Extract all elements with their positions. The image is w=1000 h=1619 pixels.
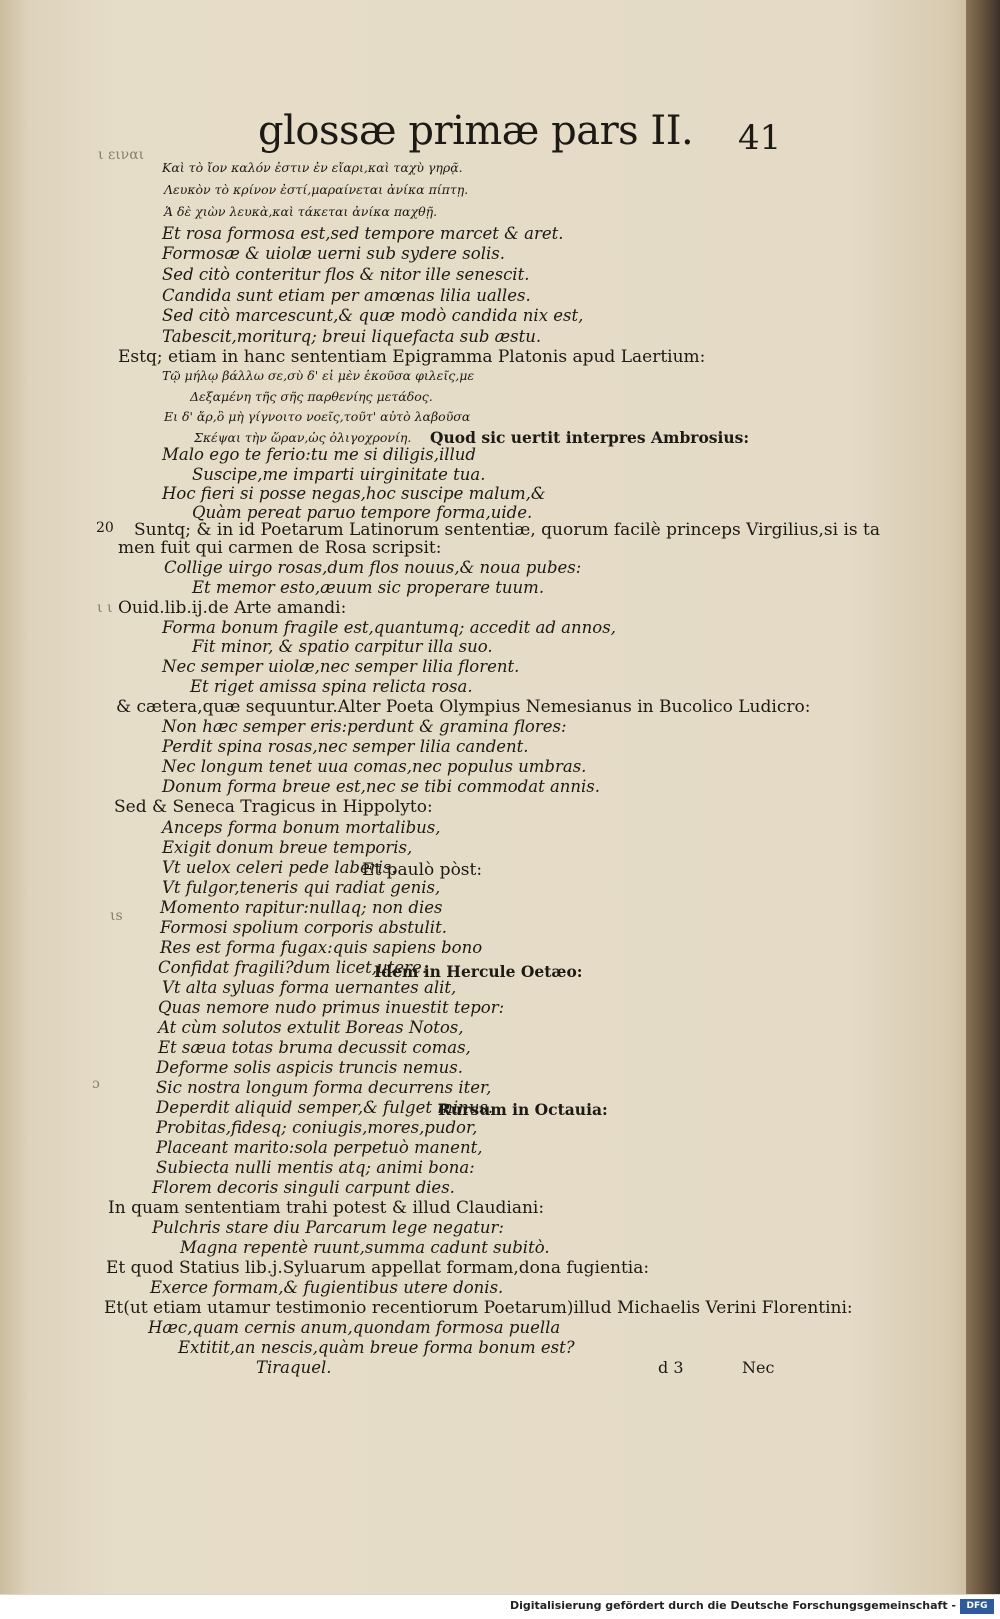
bleed-through-text: ɔ (92, 1076, 100, 1092)
verse-line: Et sæua totas bruma decussit comas, (158, 1038, 471, 1057)
greek-verse-line: Δεξαμένη τῆς σῆς παρθενίης μετάδος. (190, 389, 433, 404)
prose-line: Idem in Hercule Oetæo: (374, 962, 583, 981)
verse-line: Et riget amissa spina relicta rosa. (190, 677, 473, 696)
prose-line: Quod sic uertit interpres Ambrosius: (430, 428, 750, 447)
verse-line: Collige uirgo rosas,dum flos nouus,& noua pubes: (164, 558, 582, 577)
prose-line: Estq; etiam in hanc sententiam Epigramma Platonis apud Laertium: (118, 347, 706, 367)
greek-verse-line: Λευκὸν τὸ κρίνον ἐστί,μαραίνεται ἀνίκα πίπτῃ. (164, 182, 469, 197)
verse-line: Formosæ & uiolæ uerni sub sydere solis. (162, 244, 505, 263)
verse-line: Deforme solis aspicis truncis nemus. (156, 1058, 463, 1077)
verse-line: Probitas,fidesq; coniugis,mores,pudor, (156, 1118, 478, 1137)
verse-line: Hoc fieri si posse negas,hoc suscipe malum,& (162, 484, 546, 503)
verse-line: Pulchris stare diu Parcarum lege negatur: (152, 1218, 504, 1237)
verse-line: Tiraquel. (256, 1358, 332, 1377)
prose-line: Ouid.lib.ij.de Arte amandi: (118, 598, 347, 618)
verse-line: Non hæc semper eris:perdunt & gramina flores: (162, 717, 567, 736)
prose-line: Et quod Statius lib.j.Syluarum appellat formam,dona fugientia: (106, 1258, 650, 1278)
folio-number: 41 (738, 118, 782, 158)
verse-line: Momento rapitur:nullaq; non dies (160, 898, 443, 917)
verse-line: Perdit spina rosas,nec semper lilia candent. (162, 737, 529, 756)
verse-line: Forma bonum fragile est,quantumq; accedit ad annos, (162, 618, 616, 637)
greek-verse-line: Καὶ τὸ ἴον καλόν ἐστιν ἐν εἴαρι,καὶ ταχὺ γηρᾷ. (162, 160, 463, 175)
verse-line: Deperdit aliquid semper,& fulget minus. (156, 1098, 494, 1117)
prose-line: Suntq; & in id Poetarum Latinorum sententiæ, quorum facilè princeps Virgilius,si is ta (134, 520, 880, 540)
verse-line: Malo ego te ferio:tu me si diligis,illud (162, 445, 476, 464)
verse-line: Confidat fragili?dum licet,utere. (158, 958, 427, 977)
dfg-logo: DFG (960, 1599, 994, 1614)
prose-line: & cætera,quæ sequuntur.Alter Poeta Olympius Nemesianus in Bucolico Ludicro: (116, 697, 811, 717)
verse-line: Placeant marito:sola perpetuò manent, (156, 1138, 483, 1157)
greek-verse-line: Ἁ δὲ χιὼν λευκὰ,καὶ τάκεται ἀνίκα παχθῇ. (164, 204, 438, 219)
prose-line: Rursum in Octauia: (438, 1100, 608, 1119)
verse-line: Nec longum tenet uua comas,nec populus umbras. (162, 757, 587, 776)
verse-line: Sed citò marcescunt,& quæ modò candida nix est, (162, 306, 584, 325)
greek-verse-line: Σκέψαι τὴν ὥραν,ὡς ὀλιγοχρονίη. (194, 430, 412, 445)
signature-mark: d 3 (658, 1358, 684, 1377)
verse-line: Extitit,an nescis,quàm breue forma bonum est? (178, 1338, 575, 1357)
bleed-through-text: ιs (110, 908, 123, 924)
verse-line: Exerce formam,& fugientibus utere donis. (150, 1278, 504, 1297)
verse-line: Donum forma breue est,nec se tibi commodat annis. (162, 777, 601, 796)
prose-line: In quam sententiam trahi potest & illud Claudiani: (108, 1198, 545, 1218)
book-edge (966, 0, 1000, 1594)
verse-line: Vt alta syluas forma uernantes alit, (162, 978, 457, 997)
verse-line: Quàm pereat paruo tempore forma,uide. (192, 503, 533, 522)
verse-line: Vt uelox celeri pede laberis. (162, 858, 397, 877)
verse-line: Fit minor, & spatio carpitur illa suo. (192, 637, 493, 656)
page-title: glossæ primæ pars II. (258, 108, 694, 154)
prose-line: men fuit qui carmen de Rosa scripsit: (118, 538, 442, 558)
verse-line: Et memor esto,æuum sic properare tuum. (192, 578, 545, 597)
verse-line: Florem decoris singuli carpunt dies. (152, 1178, 455, 1197)
digitization-note: Digitalisierung gefördert durch die Deutsche Forschungsgemeinschaft - (509, 1599, 956, 1612)
verse-line: Hæc,quam cernis anum,quondam formosa puella (148, 1318, 561, 1337)
bleed-through-text: ι ι (97, 600, 113, 616)
verse-line: Sic nostra longum forma decurrens iter, (156, 1078, 492, 1097)
line-number: 20 (96, 520, 114, 536)
digitization-footer (0, 1594, 1000, 1619)
verse-line: Vt fulgor,teneris qui radiat genis, (162, 878, 441, 897)
verse-line: Formosi spolium corporis abstulit. (160, 918, 447, 937)
verse-line: At cùm solutos extulit Boreas Notos, (158, 1018, 464, 1037)
greek-verse-line: Τῷ μήλῳ βάλλω σε,σὺ δ' εἰ μὲν ἑκοῦσα φιλεῖς,με (162, 368, 475, 383)
verse-line: Et rosa formosa est,sed tempore marcet & aret. (162, 224, 564, 243)
greek-verse-line: Ει δ' ἄρ,ὃ μὴ γίγνοιτο νοεῖς,τοῦτ' αὐτὸ λαβοῦσα (164, 409, 471, 424)
bleed-through-text: ι ειναι (98, 147, 145, 163)
verse-line: Subiecta nulli mentis atq; animi bona: (156, 1158, 475, 1177)
verse-line: Nec semper uiolæ,nec semper lilia florent. (162, 657, 520, 676)
verse-line: Exigit donum breue temporis, (162, 838, 413, 857)
verse-line: Suscipe,me imparti uirginitate tua. (192, 465, 486, 484)
prose-line: Et(ut etiam utamur testimonio recentiorum Poetarum)illud Michaelis Verini Florentini: (104, 1298, 853, 1318)
verse-line: Candida sunt etiam per amœnas lilia ualles. (162, 286, 531, 305)
prose-line: Sed & Seneca Tragicus in Hippolyto: (114, 797, 433, 817)
verse-line: Quas nemore nudo primus inuestit tepor: (158, 998, 505, 1017)
verse-line: Sed citò conteritur flos & nitor ille senescit. (162, 265, 530, 284)
catchword: Nec (742, 1358, 775, 1377)
verse-line: Res est forma fugax:quis sapiens bono (160, 938, 483, 957)
verse-line: Tabescit,moriturq; breui liquefacta sub æstu. (162, 327, 542, 346)
prose-line: Et paulò pòst: (362, 860, 483, 880)
verse-line: Magna repentè ruunt,summa cadunt subitò. (180, 1238, 550, 1257)
verse-line: Anceps forma bonum mortalibus, (162, 818, 441, 837)
